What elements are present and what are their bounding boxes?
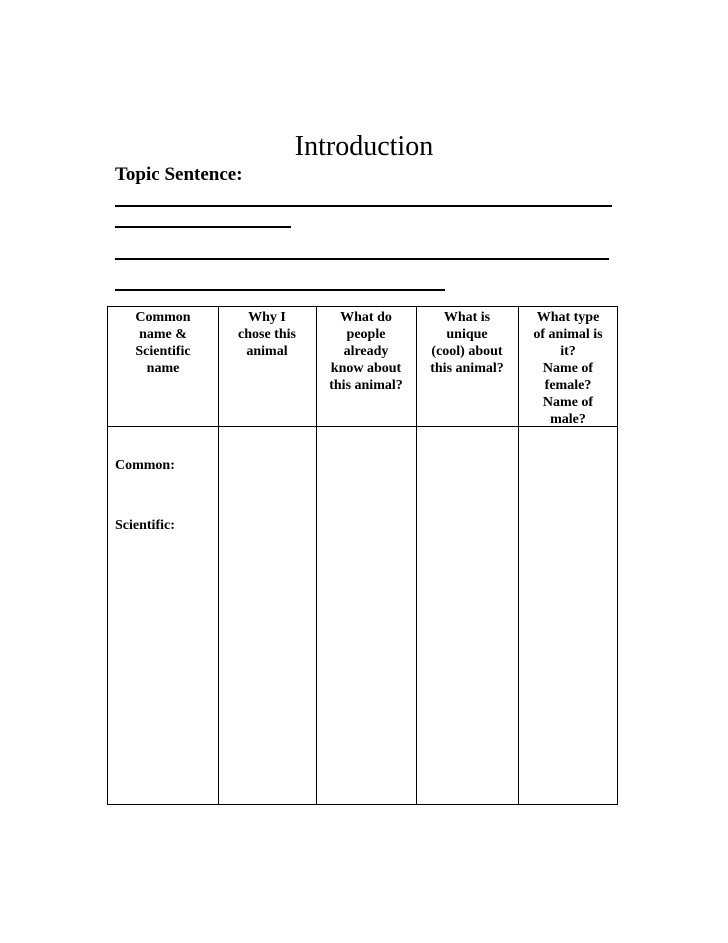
header-why-chose: Why I chose this animal (238, 310, 296, 359)
topic-sentence-label: Topic Sentence: (115, 164, 243, 185)
writing-line[interactable] (115, 205, 612, 207)
page-title: Introduction (294, 131, 434, 162)
header-animal-type: What type of animal is it? Name of female? Name of male? (533, 310, 603, 427)
writing-line[interactable] (115, 226, 291, 228)
header-divider (108, 426, 617, 427)
common-name-label: Common: (115, 458, 175, 473)
animal-info-table (107, 306, 618, 805)
scientific-name-label: Scientific: (115, 518, 175, 533)
header-what-people-know: What do people already know about this animal? (329, 310, 403, 393)
writing-line[interactable] (115, 289, 445, 291)
header-common-scientific-name: Common name & Scientific name (135, 310, 191, 376)
writing-line[interactable] (115, 258, 609, 260)
header-what-is-unique: What is unique (cool) about this animal? (430, 310, 504, 376)
